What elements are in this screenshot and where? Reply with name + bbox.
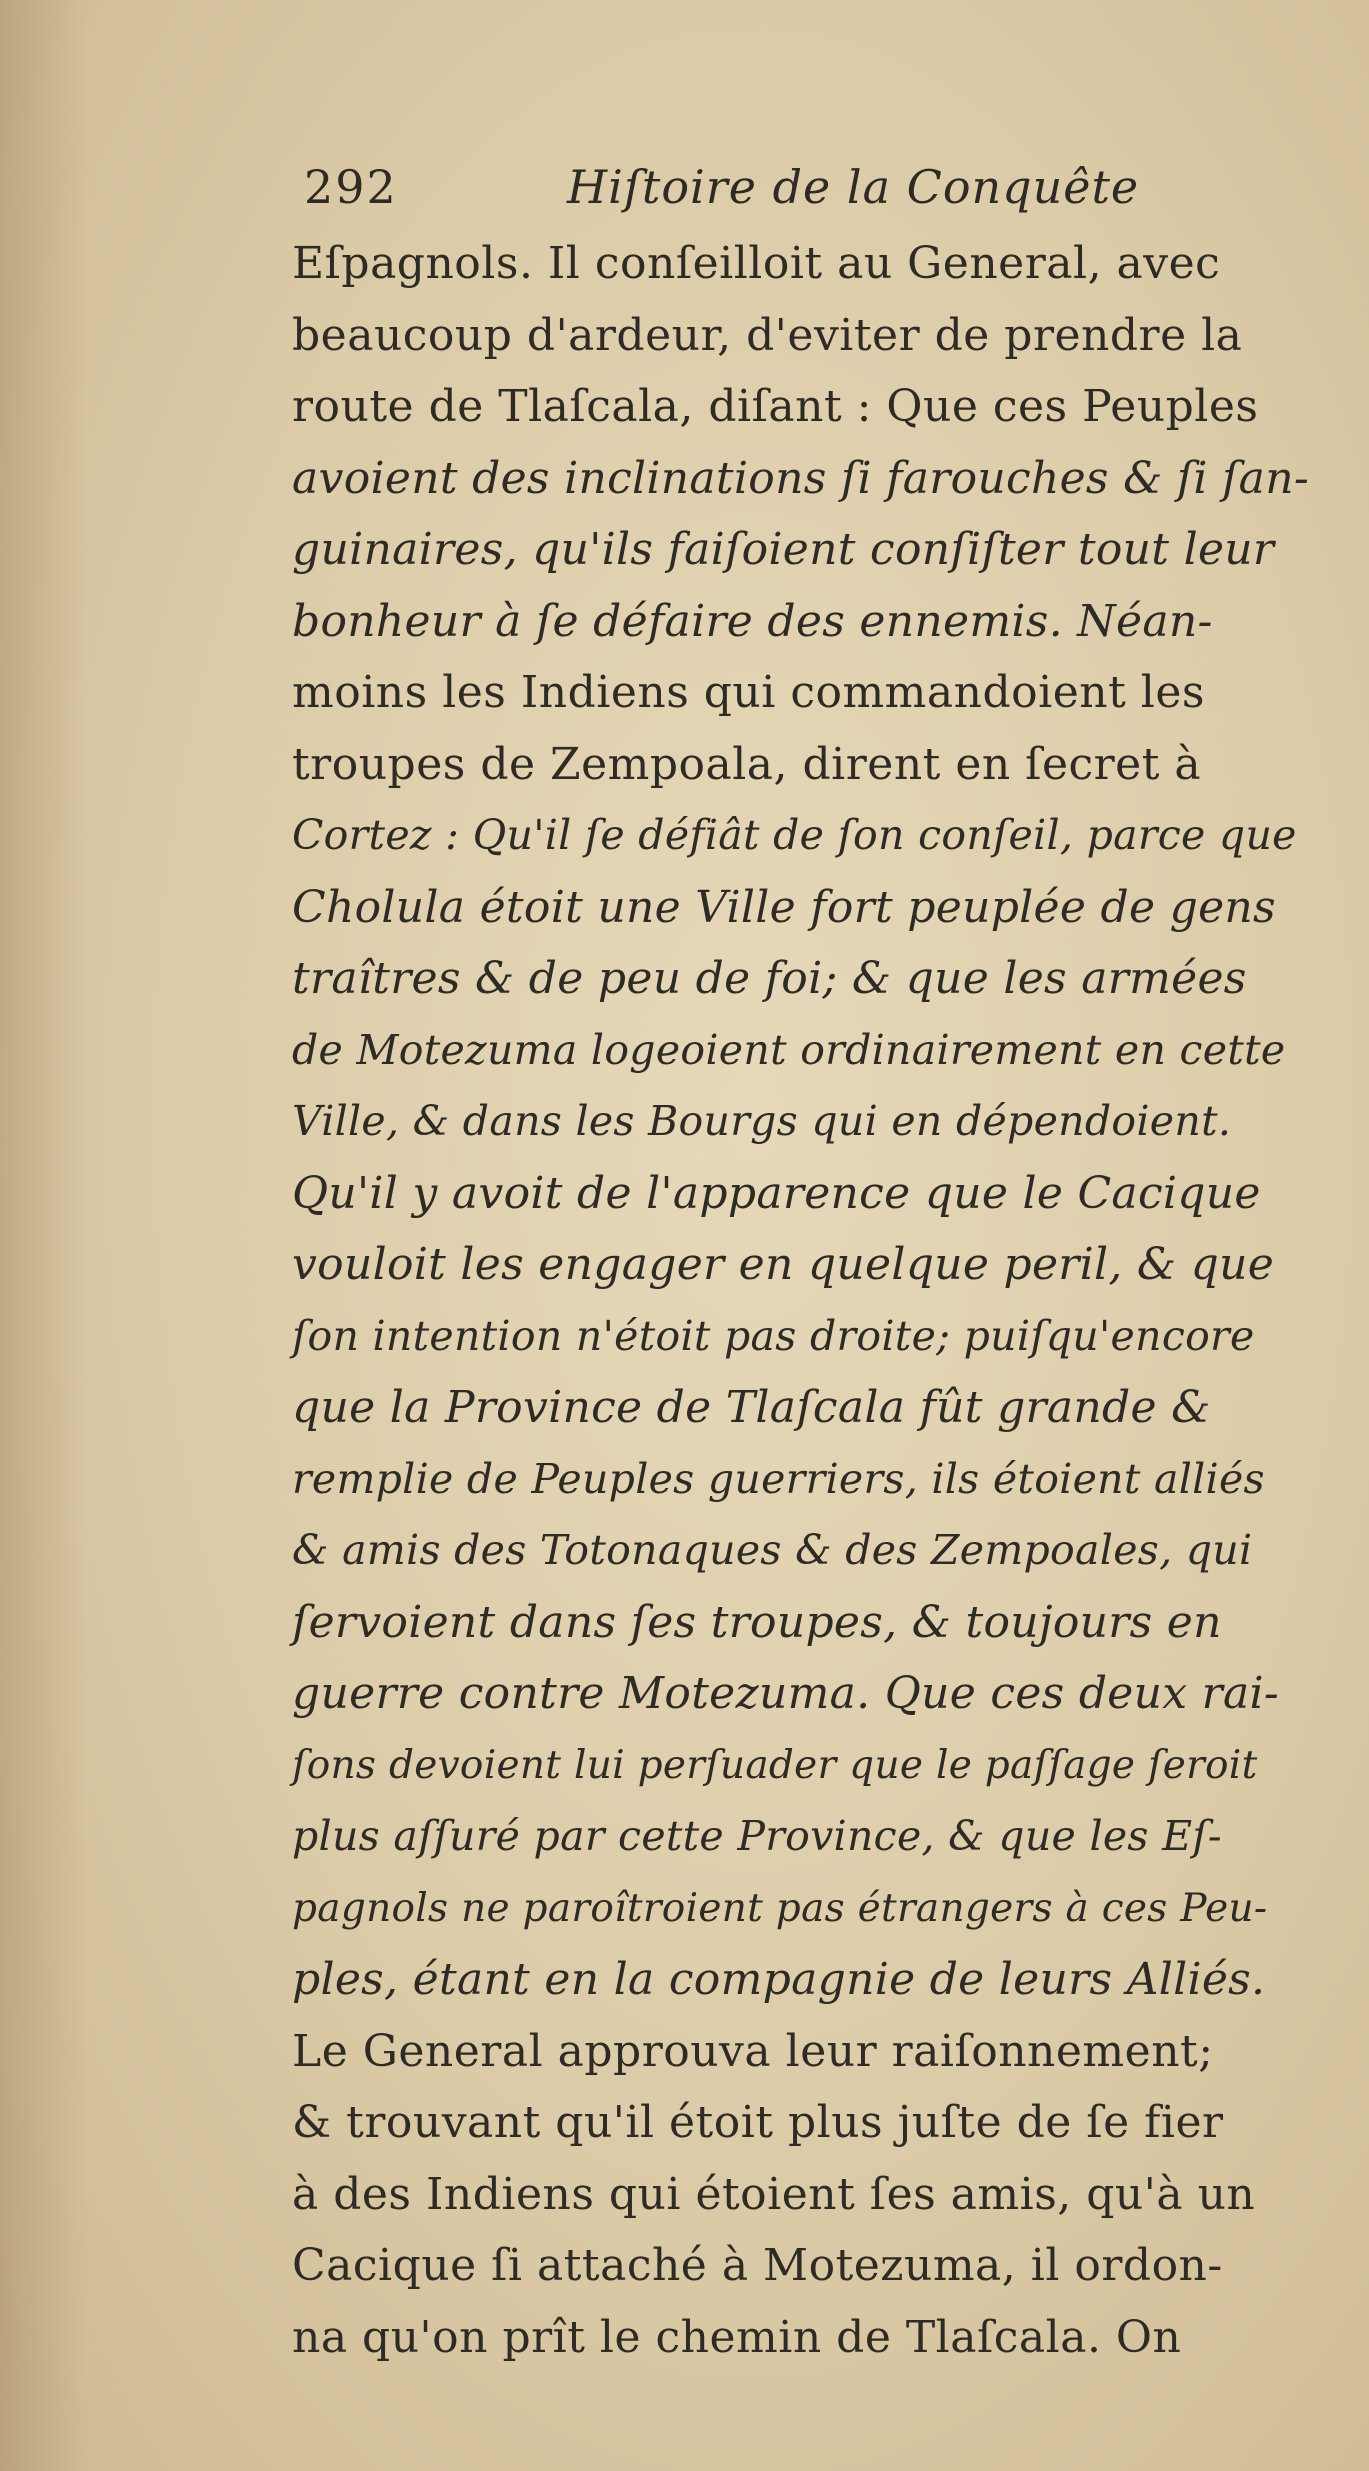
text-line: beaucoup d'ardeur, d'eviter de prendre la bbox=[292, 309, 1243, 361]
text-line: vouloit les engager en quelque peril, & que bbox=[292, 1239, 1275, 1290]
text-line: remplie de Peuples guerriers, ils étoient alliés bbox=[292, 1454, 1265, 1503]
text-line: guerre contre Motezuma. Que ces deux rai- bbox=[292, 1668, 1280, 1719]
text-line: Cortez : Qu'il ſe défiât de ſon conſeil, parce que bbox=[292, 811, 1297, 859]
text-line: Cholula étoit une Ville fort peuplée de gens bbox=[292, 881, 1276, 933]
text-line: bonheur à ſe défaire des ennemis. Néan- bbox=[292, 595, 1213, 647]
text-line: route de Tlaſcala, diſant : Que ces Peuples bbox=[292, 381, 1259, 432]
text-line: ſervoient dans ſes troupes, & toujours en bbox=[292, 1596, 1222, 1648]
text-line: & trouvant qu'il étoit plus juſte de ſe fier bbox=[292, 2097, 1224, 2148]
running-title: Hiſtoire de la Conquête bbox=[567, 160, 1140, 214]
text-block bbox=[292, 160, 1369, 2373]
text-line: à des Indiens qui étoient ſes amis, qu'à un bbox=[292, 2168, 1256, 2220]
page-gutter-shadow bbox=[0, 0, 90, 2471]
text-line: Cacique ſi attaché à Motezuma, il ordon- bbox=[292, 2240, 1223, 2291]
text-line: de Motezuma logeoient ordinairement en cette bbox=[292, 1025, 1286, 1074]
page-header bbox=[292, 160, 1369, 228]
text-line: avoient des inclinations ſi farouches & ſi ſan- bbox=[292, 452, 1310, 504]
text-line: Ville, & dans les Bourgs qui en dépendoient. bbox=[292, 1097, 1232, 1145]
text-line: moins les Indiens qui commandoient les bbox=[292, 667, 1205, 718]
text-line: traîtres & de peu de foi; & que les armées bbox=[292, 953, 1247, 1004]
text-line: & amis des Totonaques & des Zempoales, qui bbox=[292, 1526, 1253, 1574]
text-line: ſon intention n'étoit pas droite; puiſqu'encore bbox=[292, 1311, 1255, 1360]
text-line: plus aſſuré par cette Province, & que les Eſ- bbox=[292, 1812, 1222, 1860]
text-line: Le General approuva leur raiſonnement; bbox=[292, 2025, 1214, 2077]
text-line: ſons devoient lui perſuader que le paſſage ſeroit bbox=[292, 1742, 1258, 1788]
text-line: ples, étant en la compagnie de leurs Alliés. bbox=[292, 1954, 1266, 2005]
text-line: guinaires, qu'ils faiſoient conſiſter tout leur bbox=[292, 524, 1275, 575]
text-line: troupes de Zempoala, dirent en ſecret à bbox=[292, 738, 1202, 790]
page-number: 292 bbox=[304, 160, 398, 214]
text-line: pagnols ne paroîtroient pas étrangers à ces Peu- bbox=[292, 1885, 1268, 1931]
text-line: que la Province de Tlaſcala fût grande & bbox=[292, 1382, 1211, 1433]
text-line: na qu'on prît le chemin de Tlaſcala. On bbox=[292, 2311, 1182, 2363]
text-line: Eſpagnols. Il conſeilloit au General, avec bbox=[292, 238, 1221, 289]
text-line: Qu'il y avoit de l'apparence que le Cacique bbox=[292, 1167, 1261, 1219]
